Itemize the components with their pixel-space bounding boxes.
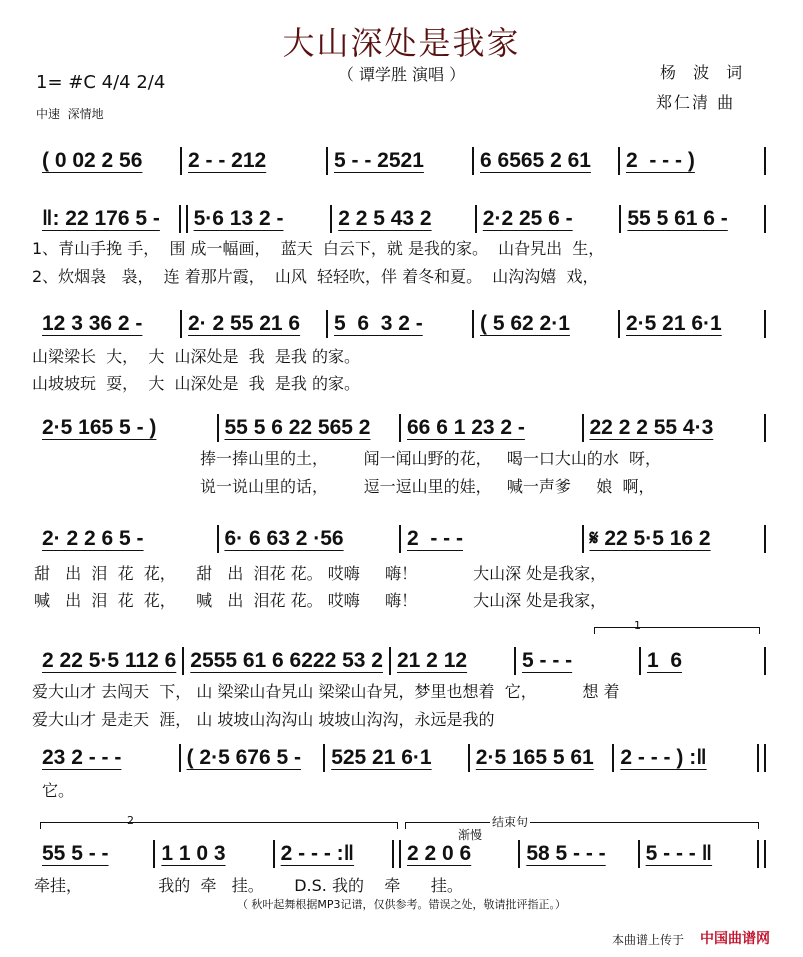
lyric-line: 山梁梁长 大， 大 山深处是 我 是我 的家。 <box>32 347 360 366</box>
singer: （ 谭学胜 演唱 ） <box>337 65 466 84</box>
notation-system <box>36 743 766 773</box>
bar-line <box>179 205 188 233</box>
bar-line <box>764 310 766 338</box>
lyricist: 杨 波 词 <box>660 63 749 82</box>
notation-system <box>36 309 766 339</box>
measure: 2 - - 212 <box>188 149 267 172</box>
footnote: （ 秋叶起舞根据MP3记谱，仅供参考。错误之处，敬请批评指正。） <box>236 898 567 911</box>
measure: 6· 6 63 2 ·56 <box>224 527 344 550</box>
measure: 2 - - - ) <box>626 149 695 172</box>
measure: 5 - - - <box>521 649 573 672</box>
lyric-line: 爱大山才 去闯天 下， 山 梁梁山旮旯山 梁梁山旮旯，梦里也想着 它， 想 着 <box>32 682 620 701</box>
notation-system <box>36 413 766 443</box>
bar-line <box>764 147 766 175</box>
measure: 5 - - 2521 <box>334 149 424 172</box>
lyric-line: 喊 出 泪 花 花， 喊 出 泪花 花。 哎嗨 嗨！ 大山深 处是我家， <box>34 591 607 610</box>
song-title: 大山深处是我家 <box>282 24 521 62</box>
notation-system <box>36 146 766 176</box>
measure: ‖: 22 176 5 - <box>42 207 160 230</box>
lyric-line: 捧一捧山里的土， 闻一闻山野的花， 喝一口大山的水 呀， <box>200 449 662 468</box>
notation-system <box>36 204 766 234</box>
measure: 2 - - - ) :‖ <box>620 746 707 769</box>
measure: 55 5 - - <box>42 842 109 865</box>
volta-2-label: 2 <box>127 814 134 827</box>
lyric-line: 甜 出 泪 花 花， 甜 出 泪花 花。 哎嗨 嗨！ 大山深 处是我家， <box>34 564 607 583</box>
measure: 58 5 - - - <box>526 842 606 865</box>
measure: 2 2 0 6 <box>406 842 472 865</box>
volta-1-label: 1 <box>634 619 641 632</box>
measure: 6 6565 2 61 <box>480 149 591 172</box>
bar-line <box>764 647 766 675</box>
measure: 𝄋 22 5·5 16 2 <box>589 527 711 550</box>
measure: 66 6 1 23 2 - <box>407 416 525 439</box>
volta-2-bracket <box>40 822 398 829</box>
key-signature: 1= #C 4/4 2/4 <box>36 72 166 93</box>
measure: ( 2·5 676 5 - <box>186 746 301 769</box>
bar-line <box>757 840 766 868</box>
site-logo[interactable]: 中国曲谱网 <box>700 931 770 947</box>
measure: 5·6 13 2 - <box>193 207 284 230</box>
notation-system <box>36 839 766 869</box>
lyric-line: 牵挂， 我的 牵 挂。 D.S. 我的 牵 挂。 <box>34 876 463 895</box>
measure: 23 2 - - - <box>42 746 122 769</box>
composer: 郑仁清 曲 <box>656 93 736 112</box>
measure: 2· 2 55 21 6 <box>188 312 301 335</box>
volta-1-bracket <box>594 627 760 634</box>
bar-line <box>757 744 766 772</box>
lyric-line: 说一说山里的话， 逗一逗山里的娃， 喊一声爹 娘 啊， <box>200 477 655 496</box>
measure: 12 3 36 2 - <box>42 312 143 335</box>
notation-system <box>36 646 766 676</box>
measure: 5 6 3 2 - <box>334 312 423 335</box>
lyric-line: 2、炊烟袅 袅， 连 着那片霞， 山风 轻轻吹，伴 着冬和夏。 山沟沟嬉 戏， <box>32 267 599 286</box>
measure: 2· 2 2 6 5 - <box>42 527 144 550</box>
lyric-line: 1、青山手挽 手， 围 成一幅画， 蓝天 白云下，就 是我的家。 山旮旯出 生， <box>32 239 605 258</box>
measure: ( 0 02 2 56 <box>42 149 143 172</box>
ending-label: 结束句 <box>492 815 529 829</box>
measure: 55 5 61 6 - <box>627 207 728 230</box>
measure: 2 22 5·5 112 6 <box>42 649 177 672</box>
bar-line <box>764 205 766 233</box>
tempo-marking: 中速 深情地 <box>36 107 104 121</box>
bar-line <box>764 414 766 442</box>
measure: 2·5 165 5 - ) <box>42 416 157 439</box>
measure: 2 - - - :‖ <box>280 842 355 865</box>
measure: 2 2 5 43 2 <box>338 207 432 230</box>
measure: 1 1 0 3 <box>161 842 226 865</box>
notation-system <box>36 524 766 554</box>
lyric-line: 山坡坡玩 耍， 大 山深处是 我 是我 的家。 <box>32 374 360 393</box>
measure: 2·5 21 6·1 <box>626 312 722 335</box>
measure: 2555 61 6 6222 53 2 <box>190 649 383 672</box>
ritardando-marking: 渐慢 <box>458 828 483 842</box>
measure: ( 5 62 2·1 <box>480 312 570 335</box>
bar-line <box>392 840 401 868</box>
upload-credit: 本曲谱上传于 <box>612 933 685 947</box>
measure: 2 - - - <box>407 527 463 550</box>
measure: 22 2 2 55 4·3 <box>589 416 714 439</box>
lyric-line: 它。 <box>42 781 75 800</box>
measure: 5 - - - ‖ <box>645 842 713 865</box>
measure: 2·2 25 6 - <box>482 207 573 230</box>
lyric-line: 爱大山才 是走天 涯， 山 坡坡山沟沟山 坡坡山沟沟，永远是我的 <box>32 710 495 729</box>
measure: 55 5 6 22 565 2 <box>224 416 371 439</box>
measure: 21 2 12 <box>396 649 468 672</box>
measure: 2·5 165 5 61 <box>475 746 594 769</box>
measure: 1 6 <box>646 649 683 672</box>
measure: 525 21 6·1 <box>331 746 432 769</box>
bar-line <box>764 525 766 553</box>
